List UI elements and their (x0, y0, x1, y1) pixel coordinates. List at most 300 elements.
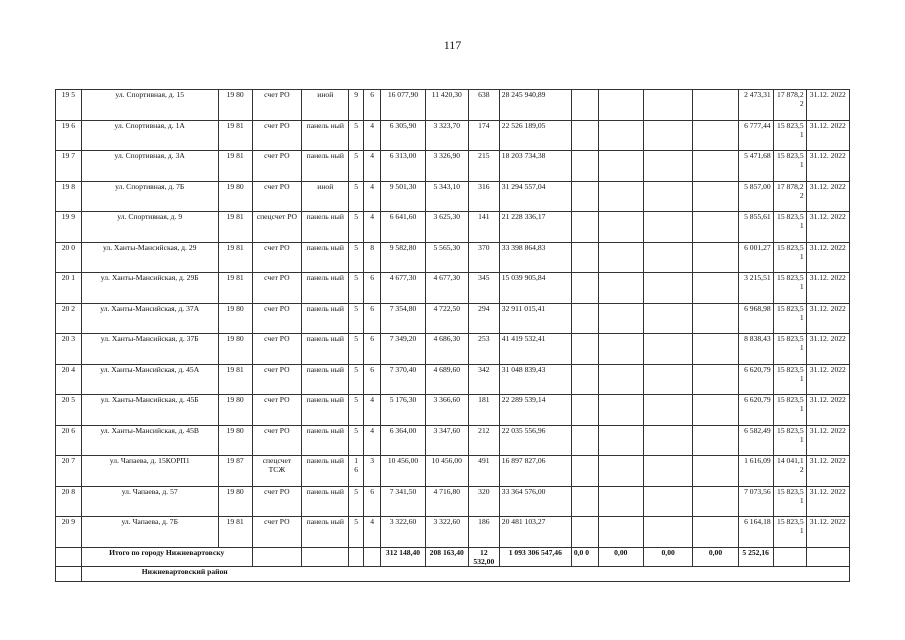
fund-method-cell: счет РО (252, 181, 301, 212)
empty-cell (598, 364, 643, 395)
unit-cost-cell: 1 616,09 (738, 456, 773, 487)
year-cell: 19 80 (218, 486, 252, 517)
empty-cell (598, 456, 643, 487)
row-number-cell: 20 7 (56, 456, 82, 487)
cost-limit-cell: 15 823,5 1 (773, 242, 806, 273)
cost-limit-cell: 17 878,2 2 (773, 90, 806, 121)
empty-cell (598, 242, 643, 273)
residents-cell: 370 (468, 242, 499, 273)
empty-cell (693, 395, 738, 426)
residents-cell: 215 (468, 151, 499, 182)
total-area-cell: 7 341,50 (381, 486, 425, 517)
wall-material-cell: панель ный (302, 120, 349, 151)
address-cell: ул. Ханты-Мансийская, д. 29Б (81, 273, 218, 304)
deadline-cell: 31.12. 2022 (806, 395, 849, 426)
floors-cell: 5 (349, 273, 363, 304)
entrances-cell: 4 (363, 517, 381, 548)
year-cell: 19 81 (218, 364, 252, 395)
empty-cell (598, 486, 643, 517)
row-number-cell: 20 0 (56, 242, 82, 273)
total-area-cell: 7 349,20 (381, 334, 425, 365)
entrances-cell: 4 (363, 181, 381, 212)
fund-method-cell: счет РО (252, 334, 301, 365)
deadline-cell: 31.12. 2022 (806, 242, 849, 273)
repair-cost-cell: 22 526 189,05 (499, 120, 571, 151)
wall-material-cell: панель ный (302, 456, 349, 487)
cost-limit-cell: 15 823,5 1 (773, 334, 806, 365)
entrances-cell: 6 (363, 334, 381, 365)
total-empty-cell (56, 547, 82, 566)
fund-method-cell: счет РО (252, 517, 301, 548)
deadline-cell: 31.12. 2022 (806, 120, 849, 151)
fund-method-cell: счет РО (252, 486, 301, 517)
table-row (56, 486, 850, 517)
empty-cell (643, 90, 692, 121)
address-cell: ул. Спортивная, д. 15 (81, 90, 218, 121)
unit-cost-cell: 5 471,68 (738, 151, 773, 182)
empty-cell (598, 151, 643, 182)
total-area1: 312 148,40 (381, 547, 425, 566)
empty-cell (643, 120, 692, 151)
wall-material-cell: панель ный (302, 303, 349, 334)
cost-limit-cell: 15 823,5 1 (773, 273, 806, 304)
unit-cost-cell: 7 073,56 (738, 486, 773, 517)
unit-cost-cell: 2 473,31 (738, 90, 773, 121)
address-cell: ул. Ханты-Мансийская, д. 45Б (81, 395, 218, 426)
table-row (56, 151, 850, 182)
district-label: Нижневартовский район (81, 566, 849, 581)
cost-limit-cell: 15 823,5 1 (773, 151, 806, 182)
year-cell: 19 80 (218, 303, 252, 334)
floors-cell: 5 (349, 212, 363, 243)
floors-cell: 5 (349, 486, 363, 517)
floors-cell: 5 (349, 395, 363, 426)
entrances-cell: 6 (363, 364, 381, 395)
empty-cell (693, 120, 738, 151)
deadline-cell: 31.12. 2022 (806, 334, 849, 365)
total-cost: 1 093 306 547,46 (499, 547, 571, 566)
living-area-cell: 5 565,30 (425, 242, 468, 273)
wall-material-cell: панель ный (302, 395, 349, 426)
address-cell: ул. Чапаева, д. 57 (81, 486, 218, 517)
residents-cell: 181 (468, 395, 499, 426)
empty-cell (693, 425, 738, 456)
empty-cell (693, 303, 738, 334)
total-unit: 5 252,16 (738, 547, 773, 566)
deadline-cell: 31.12. 2022 (806, 517, 849, 548)
year-cell: 19 80 (218, 90, 252, 121)
empty-cell (643, 334, 692, 365)
repair-cost-cell: 33 398 864,83 (499, 242, 571, 273)
living-area-cell: 4 722,50 (425, 303, 468, 334)
empty-cell (643, 151, 692, 182)
wall-material-cell: панель ный (302, 425, 349, 456)
living-area-cell: 4 689,60 (425, 364, 468, 395)
address-cell: ул. Ханты-Мансийская, д. 37А (81, 303, 218, 334)
repair-cost-cell: 31 294 557,04 (499, 181, 571, 212)
cost-limit-cell: 15 823,5 1 (773, 364, 806, 395)
total-area-cell: 6 364,00 (381, 425, 425, 456)
address-cell: ул. Чапаева, д. 15КОРП1 (81, 456, 218, 487)
year-cell: 19 80 (218, 334, 252, 365)
deadline-cell: 31.12. 2022 (806, 456, 849, 487)
table-row (56, 395, 850, 426)
floors-cell: 5 (349, 242, 363, 273)
empty-cell (571, 486, 598, 517)
cost-limit-cell: 15 823,5 1 (773, 425, 806, 456)
empty-cell (571, 151, 598, 182)
total-area-cell: 9 501,30 (381, 181, 425, 212)
floors-cell: 5 (349, 425, 363, 456)
unit-cost-cell: 5 857,00 (738, 181, 773, 212)
total-empty-cell (363, 547, 381, 566)
deadline-cell: 31.12. 2022 (806, 90, 849, 121)
address-cell: ул. Ханты-Мансийская, д. 37Б (81, 334, 218, 365)
entrances-cell: 6 (363, 303, 381, 334)
empty-cell (598, 120, 643, 151)
empty-cell (598, 395, 643, 426)
empty-cell (598, 90, 643, 121)
empty-cell (643, 517, 692, 548)
row-number-cell: 20 1 (56, 273, 82, 304)
unit-cost-cell: 6 582,49 (738, 425, 773, 456)
year-cell: 19 81 (218, 120, 252, 151)
table-row (56, 517, 850, 548)
entrances-cell: 4 (363, 212, 381, 243)
cost-limit-cell: 15 823,5 1 (773, 486, 806, 517)
address-cell: ул. Ханты-Мансийская, д. 45А (81, 364, 218, 395)
entrances-cell: 3 (363, 456, 381, 487)
wall-material-cell: панель ный (302, 517, 349, 548)
living-area-cell: 3 326,90 (425, 151, 468, 182)
repair-cost-cell: 18 203 734,38 (499, 151, 571, 182)
floors-cell: 5 (349, 303, 363, 334)
unit-cost-cell: 6 620,79 (738, 364, 773, 395)
total-area2: 208 163,40 (425, 547, 468, 566)
living-area-cell: 3 625,30 (425, 212, 468, 243)
residents-cell: 638 (468, 90, 499, 121)
table-row (56, 242, 850, 273)
wall-material-cell: панель ный (302, 242, 349, 273)
table-row (56, 120, 850, 151)
table-row (56, 364, 850, 395)
empty-cell (571, 364, 598, 395)
row-number-cell: 20 9 (56, 517, 82, 548)
empty-cell (571, 425, 598, 456)
total-label: Итого по городу Нижневартовску (81, 547, 252, 566)
empty-cell (571, 120, 598, 151)
total-area-cell: 9 582,80 (381, 242, 425, 273)
living-area-cell: 10 456,00 (425, 456, 468, 487)
empty-cell (693, 90, 738, 121)
total-area-cell: 4 677,30 (381, 273, 425, 304)
empty-cell (643, 242, 692, 273)
floors-cell: 5 (349, 151, 363, 182)
empty-cell (598, 334, 643, 365)
floors-cell: 1 6 (349, 456, 363, 487)
total-empty-cell (806, 547, 849, 566)
empty-cell (571, 181, 598, 212)
page-number: 117 (443, 38, 462, 52)
living-area-cell: 4 686,30 (425, 334, 468, 365)
cost-limit-cell: 15 823,5 1 (773, 212, 806, 243)
year-cell: 19 81 (218, 212, 252, 243)
residents-cell: 316 (468, 181, 499, 212)
total-area-cell: 10 456,00 (381, 456, 425, 487)
residents-cell: 253 (468, 334, 499, 365)
fund-method-cell: спецсчет ТСЖ (252, 456, 301, 487)
row-number-cell: 19 5 (56, 90, 82, 121)
empty-cell (693, 364, 738, 395)
entrances-cell: 6 (363, 486, 381, 517)
living-area-cell: 5 343,10 (425, 181, 468, 212)
empty-cell (643, 212, 692, 243)
address-cell: ул. Спортивная, д. 1А (81, 120, 218, 151)
empty-cell (598, 273, 643, 304)
living-area-cell: 4 716,80 (425, 486, 468, 517)
fund-method-cell: счет РО (252, 120, 301, 151)
living-area-cell: 11 420,30 (425, 90, 468, 121)
total-area-cell: 5 176,30 (381, 395, 425, 426)
living-area-cell: 3 347,60 (425, 425, 468, 456)
empty-cell (598, 303, 643, 334)
unit-cost-cell: 8 838,43 (738, 334, 773, 365)
empty-cell (643, 486, 692, 517)
total-area-cell: 6 305,90 (381, 120, 425, 151)
fund-method-cell: счет РО (252, 303, 301, 334)
entrances-cell: 4 (363, 395, 381, 426)
district-row (56, 566, 850, 581)
row-number-cell: 20 3 (56, 334, 82, 365)
empty-cell (571, 273, 598, 304)
cost-limit-cell: 15 823,5 1 (773, 395, 806, 426)
fund-method-cell: спецсчет РО (252, 212, 301, 243)
repair-cost-cell: 41 419 532,41 (499, 334, 571, 365)
empty-cell (571, 395, 598, 426)
empty-cell (693, 486, 738, 517)
living-area-cell: 3 322,60 (425, 517, 468, 548)
empty-cell (693, 242, 738, 273)
fund-method-cell: счет РО (252, 425, 301, 456)
total-z1: 0,0 0 (571, 547, 598, 566)
row-number-cell: 19 6 (56, 120, 82, 151)
fund-method-cell: счет РО (252, 364, 301, 395)
table-row (56, 303, 850, 334)
table-row (56, 90, 850, 121)
empty-cell (598, 517, 643, 548)
total-z2: 0,00 (598, 547, 643, 566)
empty-cell (693, 151, 738, 182)
repair-cost-cell: 22 035 556,96 (499, 425, 571, 456)
floors-cell: 9 (349, 90, 363, 121)
cost-limit-cell: 15 823,5 1 (773, 120, 806, 151)
repair-cost-cell: 16 897 827,06 (499, 456, 571, 487)
residents-cell: 342 (468, 364, 499, 395)
total-empty-cell (252, 547, 301, 566)
entrances-cell: 4 (363, 120, 381, 151)
residents-cell: 294 (468, 303, 499, 334)
empty-cell (598, 425, 643, 456)
deadline-cell: 31.12. 2022 (806, 212, 849, 243)
unit-cost-cell: 5 855,61 (738, 212, 773, 243)
table-row (56, 334, 850, 365)
entrances-cell: 4 (363, 151, 381, 182)
address-cell: ул. Спортивная, д. 3А (81, 151, 218, 182)
unit-cost-cell: 6 777,44 (738, 120, 773, 151)
empty-cell (693, 456, 738, 487)
repair-cost-cell: 21 228 336,17 (499, 212, 571, 243)
year-cell: 19 81 (218, 273, 252, 304)
repair-cost-cell: 28 245 940,89 (499, 90, 571, 121)
residents-cell: 141 (468, 212, 499, 243)
repair-cost-cell: 20 481 103,27 (499, 517, 571, 548)
empty-cell (643, 425, 692, 456)
empty-cell (693, 517, 738, 548)
fund-method-cell: счет РО (252, 273, 301, 304)
unit-cost-cell: 6 620,79 (738, 395, 773, 426)
residents-cell: 320 (468, 486, 499, 517)
fund-method-cell: счет РО (252, 151, 301, 182)
residents-cell: 186 (468, 517, 499, 548)
empty-cell (693, 273, 738, 304)
floors-cell: 5 (349, 181, 363, 212)
row-number-cell: 20 4 (56, 364, 82, 395)
repair-cost-cell: 15 039 905,84 (499, 273, 571, 304)
total-z4: 0,00 (693, 547, 738, 566)
district-empty-cell (56, 566, 82, 581)
row-number-cell: 20 8 (56, 486, 82, 517)
empty-cell (643, 364, 692, 395)
fund-method-cell: счет РО (252, 90, 301, 121)
cost-limit-cell: 17 878,2 2 (773, 181, 806, 212)
year-cell: 19 81 (218, 151, 252, 182)
deadline-cell: 31.12. 2022 (806, 486, 849, 517)
unit-cost-cell: 6 968,98 (738, 303, 773, 334)
living-area-cell: 3 366,60 (425, 395, 468, 426)
table-row (56, 425, 850, 456)
wall-material-cell: панель ный (302, 364, 349, 395)
residents-cell: 491 (468, 456, 499, 487)
cost-limit-cell: 14 041,1 2 (773, 456, 806, 487)
total-area-cell: 7 370,40 (381, 364, 425, 395)
empty-cell (643, 456, 692, 487)
row-number-cell: 19 8 (56, 181, 82, 212)
entrances-cell: 4 (363, 425, 381, 456)
repair-cost-cell: 31 048 839,43 (499, 364, 571, 395)
total-people: 12 532,00 (468, 547, 499, 566)
year-cell: 19 87 (218, 456, 252, 487)
table-row (56, 273, 850, 304)
empty-cell (571, 517, 598, 548)
unit-cost-cell: 6 001,27 (738, 242, 773, 273)
repair-cost-cell: 32 911 015,41 (499, 303, 571, 334)
table-row (56, 456, 850, 487)
empty-cell (598, 212, 643, 243)
wall-material-cell: иной (302, 181, 349, 212)
residents-cell: 212 (468, 425, 499, 456)
table-body (56, 90, 850, 548)
year-cell: 19 81 (218, 517, 252, 548)
residents-cell: 345 (468, 273, 499, 304)
repair-cost-cell: 22 289 539,14 (499, 395, 571, 426)
floors-cell: 5 (349, 334, 363, 365)
address-cell: ул. Ханты-Мансийская, д. 45В (81, 425, 218, 456)
fund-method-cell: счет РО (252, 242, 301, 273)
total-area-cell: 7 354,80 (381, 303, 425, 334)
wall-material-cell: иной (302, 90, 349, 121)
living-area-cell: 4 677,30 (425, 273, 468, 304)
total-area-cell: 3 322,60 (381, 517, 425, 548)
empty-cell (693, 334, 738, 365)
year-cell: 19 80 (218, 181, 252, 212)
repair-cost-cell: 33 364 576,00 (499, 486, 571, 517)
address-cell: ул. Ханты-Мансийская, д. 29 (81, 242, 218, 273)
empty-cell (643, 395, 692, 426)
empty-cell (571, 242, 598, 273)
deadline-cell: 31.12. 2022 (806, 303, 849, 334)
wall-material-cell: панель ный (302, 151, 349, 182)
row-number-cell: 19 9 (56, 212, 82, 243)
empty-cell (571, 303, 598, 334)
empty-cell (571, 90, 598, 121)
address-cell: ул. Спортивная, д. 9 (81, 212, 218, 243)
year-cell: 19 80 (218, 395, 252, 426)
address-cell: ул. Чапаева, д. 7Б (81, 517, 218, 548)
deadline-cell: 31.12. 2022 (806, 364, 849, 395)
residents-cell: 174 (468, 120, 499, 151)
row-number-cell: 20 2 (56, 303, 82, 334)
total-area-cell: 6 313,00 (381, 151, 425, 182)
cost-limit-cell: 15 823,5 1 (773, 303, 806, 334)
wall-material-cell: панель ный (302, 486, 349, 517)
floors-cell: 5 (349, 364, 363, 395)
entrances-cell: 6 (363, 90, 381, 121)
total-empty-cell (349, 547, 363, 566)
empty-cell (643, 181, 692, 212)
total-empty-cell (302, 547, 349, 566)
wall-material-cell: панель ный (302, 273, 349, 304)
empty-cell (571, 456, 598, 487)
deadline-cell: 31.12. 2022 (806, 181, 849, 212)
deadline-cell: 31.12. 2022 (806, 273, 849, 304)
empty-cell (693, 212, 738, 243)
unit-cost-cell: 6 164,18 (738, 517, 773, 548)
address-cell: ул. Спортивная, д. 7Б (81, 181, 218, 212)
empty-cell (643, 273, 692, 304)
total-area-cell: 6 641,60 (381, 212, 425, 243)
empty-cell (571, 334, 598, 365)
total-row (56, 547, 850, 566)
empty-cell (643, 303, 692, 334)
empty-cell (598, 181, 643, 212)
entrances-cell: 8 (363, 242, 381, 273)
wall-material-cell: панель ный (302, 212, 349, 243)
total-empty-cell (773, 547, 806, 566)
floors-cell: 5 (349, 120, 363, 151)
unit-cost-cell: 3 215,51 (738, 273, 773, 304)
table-row (56, 212, 850, 243)
deadline-cell: 31.12. 2022 (806, 151, 849, 182)
register-table (55, 89, 850, 582)
empty-cell (693, 181, 738, 212)
deadline-cell: 31.12. 2022 (806, 425, 849, 456)
total-area-cell: 16 077,90 (381, 90, 425, 121)
row-number-cell: 20 6 (56, 425, 82, 456)
entrances-cell: 6 (363, 273, 381, 304)
row-number-cell: 20 5 (56, 395, 82, 426)
total-z3: 0,00 (643, 547, 692, 566)
fund-method-cell: счет РО (252, 395, 301, 426)
